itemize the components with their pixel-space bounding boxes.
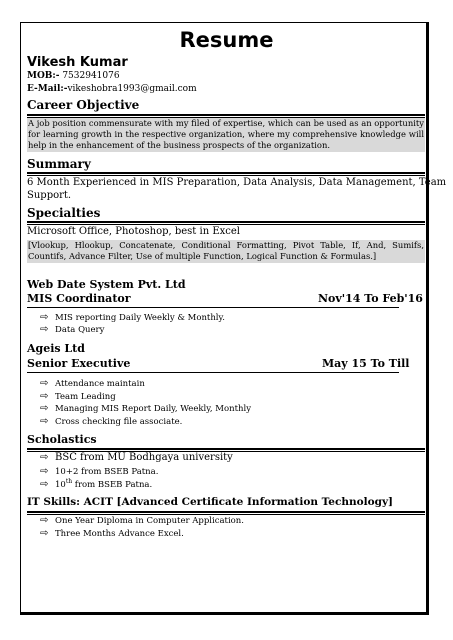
- scholastics-bullet-3: [40, 479, 152, 490]
- arrow-icon: ⇨: [40, 312, 49, 323]
- summary-line-2: Support.: [27, 190, 72, 201]
- career-text: A job position commensurate with my filed of expertise, which can be used as an opportunity for learning growth in the respective organization, where my comprehensive knowledge will help in the enhancement of the business prospects of the organization.: [28, 118, 424, 150]
- job1-dates: Nov'14 To Feb'16: [318, 292, 423, 305]
- bullet-rest: from BSEB Patna.: [72, 479, 153, 490]
- arrow-icon: ⇨: [40, 324, 49, 335]
- job1-rule: [27, 307, 399, 308]
- job1-role: MIS Coordinator: [27, 292, 131, 305]
- career-heading: Career Objective: [27, 98, 140, 112]
- specialties-line: Microsoft Office, Photoshop, best in Excel: [27, 226, 240, 237]
- scholastics-bullet-1: [40, 452, 233, 463]
- job2-bullet-2: [40, 391, 116, 402]
- job2-bullet-4: [40, 416, 182, 427]
- bullet-text: Attendance maintain: [55, 378, 145, 389]
- email-label: E-Mail:-: [27, 84, 68, 94]
- arrow-icon: ⇨: [40, 528, 49, 539]
- bullet-text: Team Leading: [55, 391, 116, 402]
- bullet-text: Three Months Advance Excel.: [55, 528, 184, 539]
- mobile-value: 7532941076: [59, 71, 120, 81]
- bullet-text: [55, 477, 153, 490]
- arrow-icon: ⇨: [40, 479, 49, 490]
- bullet-text: One Year Diploma in Computer Application.: [55, 515, 244, 526]
- arrow-icon: ⇨: [40, 403, 49, 414]
- mobile-label: MOB:-: [27, 71, 60, 81]
- arrow-icon: ⇨: [40, 452, 49, 463]
- it-bullet-1: [40, 515, 244, 526]
- scholastics-bullet-2: [40, 466, 158, 477]
- job1-company: Web Date System Pvt. Ltd: [27, 278, 186, 291]
- specialties-heading: Specialties: [27, 206, 101, 220]
- bullet-text: BSC from MU Bodhgaya university: [55, 452, 233, 463]
- job2-bullet-1: [40, 378, 145, 389]
- bullet-text: Data Query: [55, 324, 105, 335]
- bullet-superscript: th: [65, 477, 73, 485]
- specialties-box: [Vlookup, Hlookup, Concatenate, Conditional Formatting, Pivot Table, If, And, Sumifs, Countifs, Advance Filter, Use of multiple Function, Logical Function & Formulas.]: [28, 240, 424, 261]
- summary-line-1: 6 Month Experienced in MIS Preparation, Data Analysis, Data Management, Team: [27, 177, 447, 188]
- email-value: vikeshobra1993@gmail.com: [67, 84, 197, 94]
- mobile-line: [27, 71, 120, 81]
- summary-heading: Summary: [27, 157, 91, 171]
- job2-dates: May 15 To Till: [322, 357, 410, 370]
- job2-rule: [27, 372, 399, 373]
- job1-bullet-2: [40, 324, 104, 335]
- scholastics-heading: Scholastics: [27, 433, 97, 446]
- bullet-text: Cross checking file associate.: [55, 416, 183, 427]
- it-bullet-2: [40, 528, 184, 539]
- bullet-text: Managing MIS Report Daily, Weekly, Monthly: [55, 403, 251, 414]
- arrow-icon: ⇨: [40, 466, 49, 477]
- it-skills-heading: IT Skills: ACIT [Advanced Certificate Information Technology]: [27, 496, 394, 508]
- job2-role: Senior Executive: [27, 357, 131, 370]
- candidate-name: Vikesh Kumar: [27, 55, 128, 70]
- arrow-icon: ⇨: [40, 515, 49, 526]
- resume-title: Resume: [179, 28, 274, 52]
- bullet-text: 10+2 from BSEB Patna.: [55, 466, 159, 477]
- bullet-text: MIS reporting Daily Weekly & Monthly.: [55, 312, 225, 323]
- bullet-number: 10: [55, 479, 66, 490]
- job2-company: Ageis Ltd: [27, 342, 85, 355]
- arrow-icon: ⇨: [40, 378, 49, 389]
- job1-bullet-1: [40, 312, 225, 323]
- email-line: [27, 84, 197, 94]
- arrow-icon: ⇨: [40, 391, 49, 402]
- arrow-icon: ⇨: [40, 416, 49, 427]
- job2-bullet-3: [40, 403, 251, 414]
